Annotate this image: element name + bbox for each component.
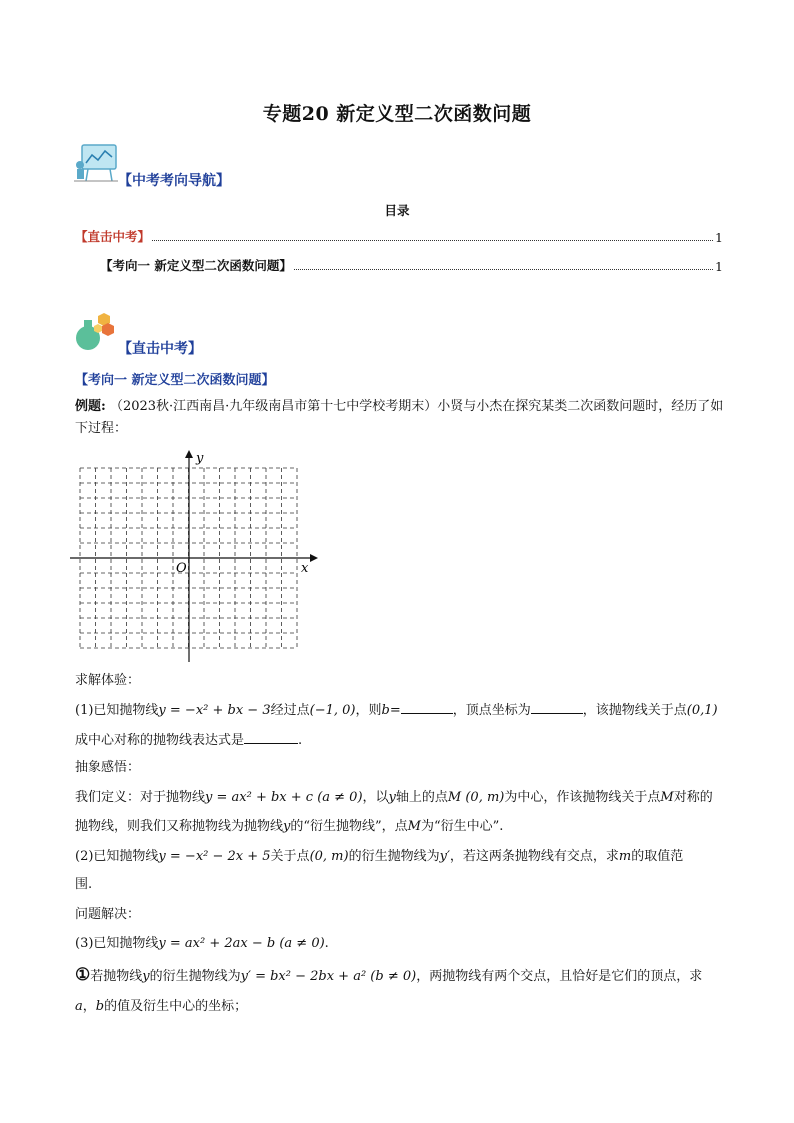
math-expression: y = −x² + bx − 3: [158, 703, 271, 718]
toc-row[interactable]: [100, 256, 723, 274]
problem-label: 问题解决：: [75, 907, 141, 922]
question-2-line2: 围.: [75, 877, 93, 892]
toc-row-page: 1: [715, 230, 723, 245]
toc-leader-dots: [294, 269, 713, 270]
math-expression: y′ = bx² − 2bx + a² (b ≠ 0): [240, 969, 417, 984]
section-subheading: 【考向一 新定义型二次函数问题】: [75, 373, 275, 388]
answer-blank[interactable]: [401, 701, 453, 714]
flask-icon: [72, 312, 116, 352]
nav-heading: 【中考考向导航】: [118, 173, 230, 189]
x-axis-label: x: [301, 561, 309, 576]
page-title: 专题20 新定义型二次函数问题: [262, 103, 532, 125]
question-1-line2: 成中心对称的抛物线表达式是 .: [75, 733, 303, 748]
question-3-1-line2: a，b的值及衍生中心的坐标；: [75, 999, 248, 1014]
answer-blank[interactable]: [531, 701, 583, 714]
y-axis-arrow: [185, 450, 193, 458]
section-heading: 【直击中考】: [118, 341, 202, 357]
example-paragraph: [75, 396, 725, 440]
toc-row-label: 【考向一 新定义型二次函数问题】: [100, 258, 292, 273]
solve-label: 求解体验：: [75, 673, 141, 688]
question-3: (3)已知抛物线y = ax² + 2ax − b (a ≠ 0).: [75, 936, 329, 951]
circled-number: ①: [75, 965, 91, 985]
question-2: (2)已知抛物线y = −x² − 2x + 5关于点(0, m)的衍生抛物线为y′，若这两条抛物线有交点，求m的取值范: [75, 849, 684, 864]
abstract-label: 抽象感悟：: [75, 760, 141, 775]
definition-line2: 抛物线，则我们又称抛物线为抛物线y的“衍生抛物线”，点M为“衍生中心”.: [75, 819, 504, 834]
y-axis-label: y: [196, 451, 204, 466]
coordinate-grid: [70, 450, 320, 665]
question-3-1: ①若抛物线y的衍生抛物线为y′ = bx² − 2bx + a² (b ≠ 0)，两抛物线有两个交点，且恰好是它们的顶点，求: [75, 965, 703, 985]
question-1: (1)已知抛物线y = −x² + bx − 3经过点(−1, 0)，则b= ，顶点坐标为 ，该抛物线关于点(0,1): [75, 703, 718, 718]
x-axis-arrow: [310, 554, 318, 562]
example-text: （2023秋·江西南昌·九年级南昌市第十七中学校考期末）小贤与小杰在探究某类二次函数问题时，经历了如下过程：: [75, 399, 724, 436]
math-expression: y = ax² + 2ax − b (a ≠ 0): [158, 936, 325, 951]
math-expression: y = −x² − 2x + 5: [158, 849, 271, 864]
toc-row[interactable]: [75, 227, 723, 245]
example-label: 例题:: [75, 399, 106, 414]
definition: 我们定义：对于抛物线y = ax² + bx + c (a ≠ 0)，以y轴上的点M (0, m)为中心，作该抛物线关于点M对称的: [75, 790, 713, 805]
toc-leader-dots: [152, 240, 713, 241]
answer-blank[interactable]: [244, 731, 298, 744]
math-expression: y = ax² + bx + c (a ≠ 0): [205, 790, 363, 805]
blackboard-teacher-icon: [74, 143, 120, 185]
toc-row-page: 1: [715, 259, 723, 274]
origin-label: O: [176, 561, 187, 576]
toc-title: 目录: [384, 203, 410, 218]
toc-row-label: 【直击中考】: [75, 229, 151, 244]
